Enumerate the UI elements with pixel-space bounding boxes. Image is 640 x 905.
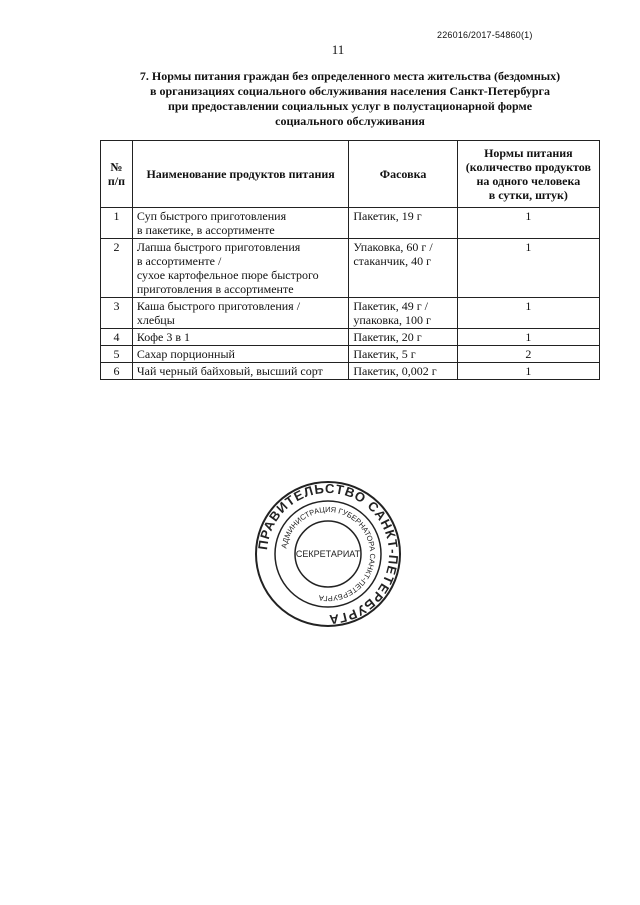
norm-value: 1 [457,239,599,298]
norm-value: 1 [457,298,599,329]
stamp-outer-text: ПРАВИТЕЛЬСТВО САНКТ-ПЕТЕРБУРГА [255,480,402,628]
packaging-line: упаковка, 100 г [353,313,431,327]
product-name-line: сухое картофельное пюре быстрого [136,268,319,282]
product-name-line: приготовления в ассортименте [136,282,294,296]
product-name-line: Каша быстрого приготовления / [136,299,301,313]
product-name-line: хлебцы [136,313,175,327]
norm-value: 2 [457,346,599,363]
product-name [132,329,348,346]
table-row [101,208,600,239]
header-product-name: Наименование продуктов питания [132,141,348,208]
packaging [349,329,457,346]
norm-value: 1 [457,208,599,239]
product-name [132,208,348,239]
row-number: 3 [101,298,133,329]
norm-value: 1 [457,329,599,346]
row-number: 6 [101,363,133,380]
product-name [132,298,348,329]
header-number: № п/п [101,141,133,208]
product-name-line: Сахар порционный [136,347,235,361]
header-norm: Нормы питания (количество продуктов на одного человека в сутки, штук) [457,141,599,208]
product-name-line: в пакетике, в ассортименте [136,223,275,237]
table-header-row [101,141,600,208]
packaging-line: Пакетик, 20 г [353,330,422,344]
packaging-line: Пакетик, 49 г / [353,299,428,313]
packaging-line: Пакетик, 5 г [353,347,416,361]
table-row [101,363,600,380]
document-id: 226016/2017-54860(1) [437,30,533,40]
product-name-line: Лапша быстрого приготовления [136,240,301,254]
packaging [349,208,457,239]
product-name-line: Суп быстрого приготовления [136,209,287,223]
product-name-line: Чай черный байховый, высший сорт [136,364,323,378]
table-row [101,239,600,298]
section-heading [100,69,600,129]
product-name-line: в ассортименте / [136,254,222,268]
packaging [349,239,457,298]
header-packaging: Фасовка [349,141,457,208]
norm-value: 1 [457,363,599,380]
table-row [101,329,600,346]
nutrition-norms-table [100,140,600,380]
heading-line: 7. Нормы питания граждан без определенного места жительства (бездомных) [139,69,561,83]
stamp-center-text: СЕКРЕТАРИАТ [295,549,361,559]
heading-line: социального обслуживания [275,114,425,128]
secretariat-stamp [254,480,402,628]
table-body [101,208,600,380]
product-name [132,239,348,298]
table-row [101,298,600,329]
row-number: 2 [101,239,133,298]
heading-line: в организациях социального обслуживания населения Санкт-Петербурга [150,84,550,98]
row-number: 5 [101,346,133,363]
product-name-line: Кофе 3 в 1 [136,330,191,344]
stamp-inner-text: АДМИНИСТРАЦИЯ ГУБЕРНАТОРА САНКТ-ПЕТЕРБУРГА [279,504,378,604]
product-name [132,346,348,363]
packaging-line: Пакетик, 19 г [353,209,422,223]
packaging [349,346,457,363]
packaging-line: стаканчик, 40 г [353,254,431,268]
table-row [101,346,600,363]
heading-line: при предоставлении социальных услуг в полустационарной форме [167,99,533,113]
packaging-line: Упаковка, 60 г / [353,240,433,254]
product-name [132,363,348,380]
page-number: 11 [331,42,345,57]
packaging-line: Пакетик, 0,002 г [353,364,437,378]
row-number: 4 [101,329,133,346]
row-number: 1 [101,208,133,239]
packaging [349,298,457,329]
packaging [349,363,457,380]
